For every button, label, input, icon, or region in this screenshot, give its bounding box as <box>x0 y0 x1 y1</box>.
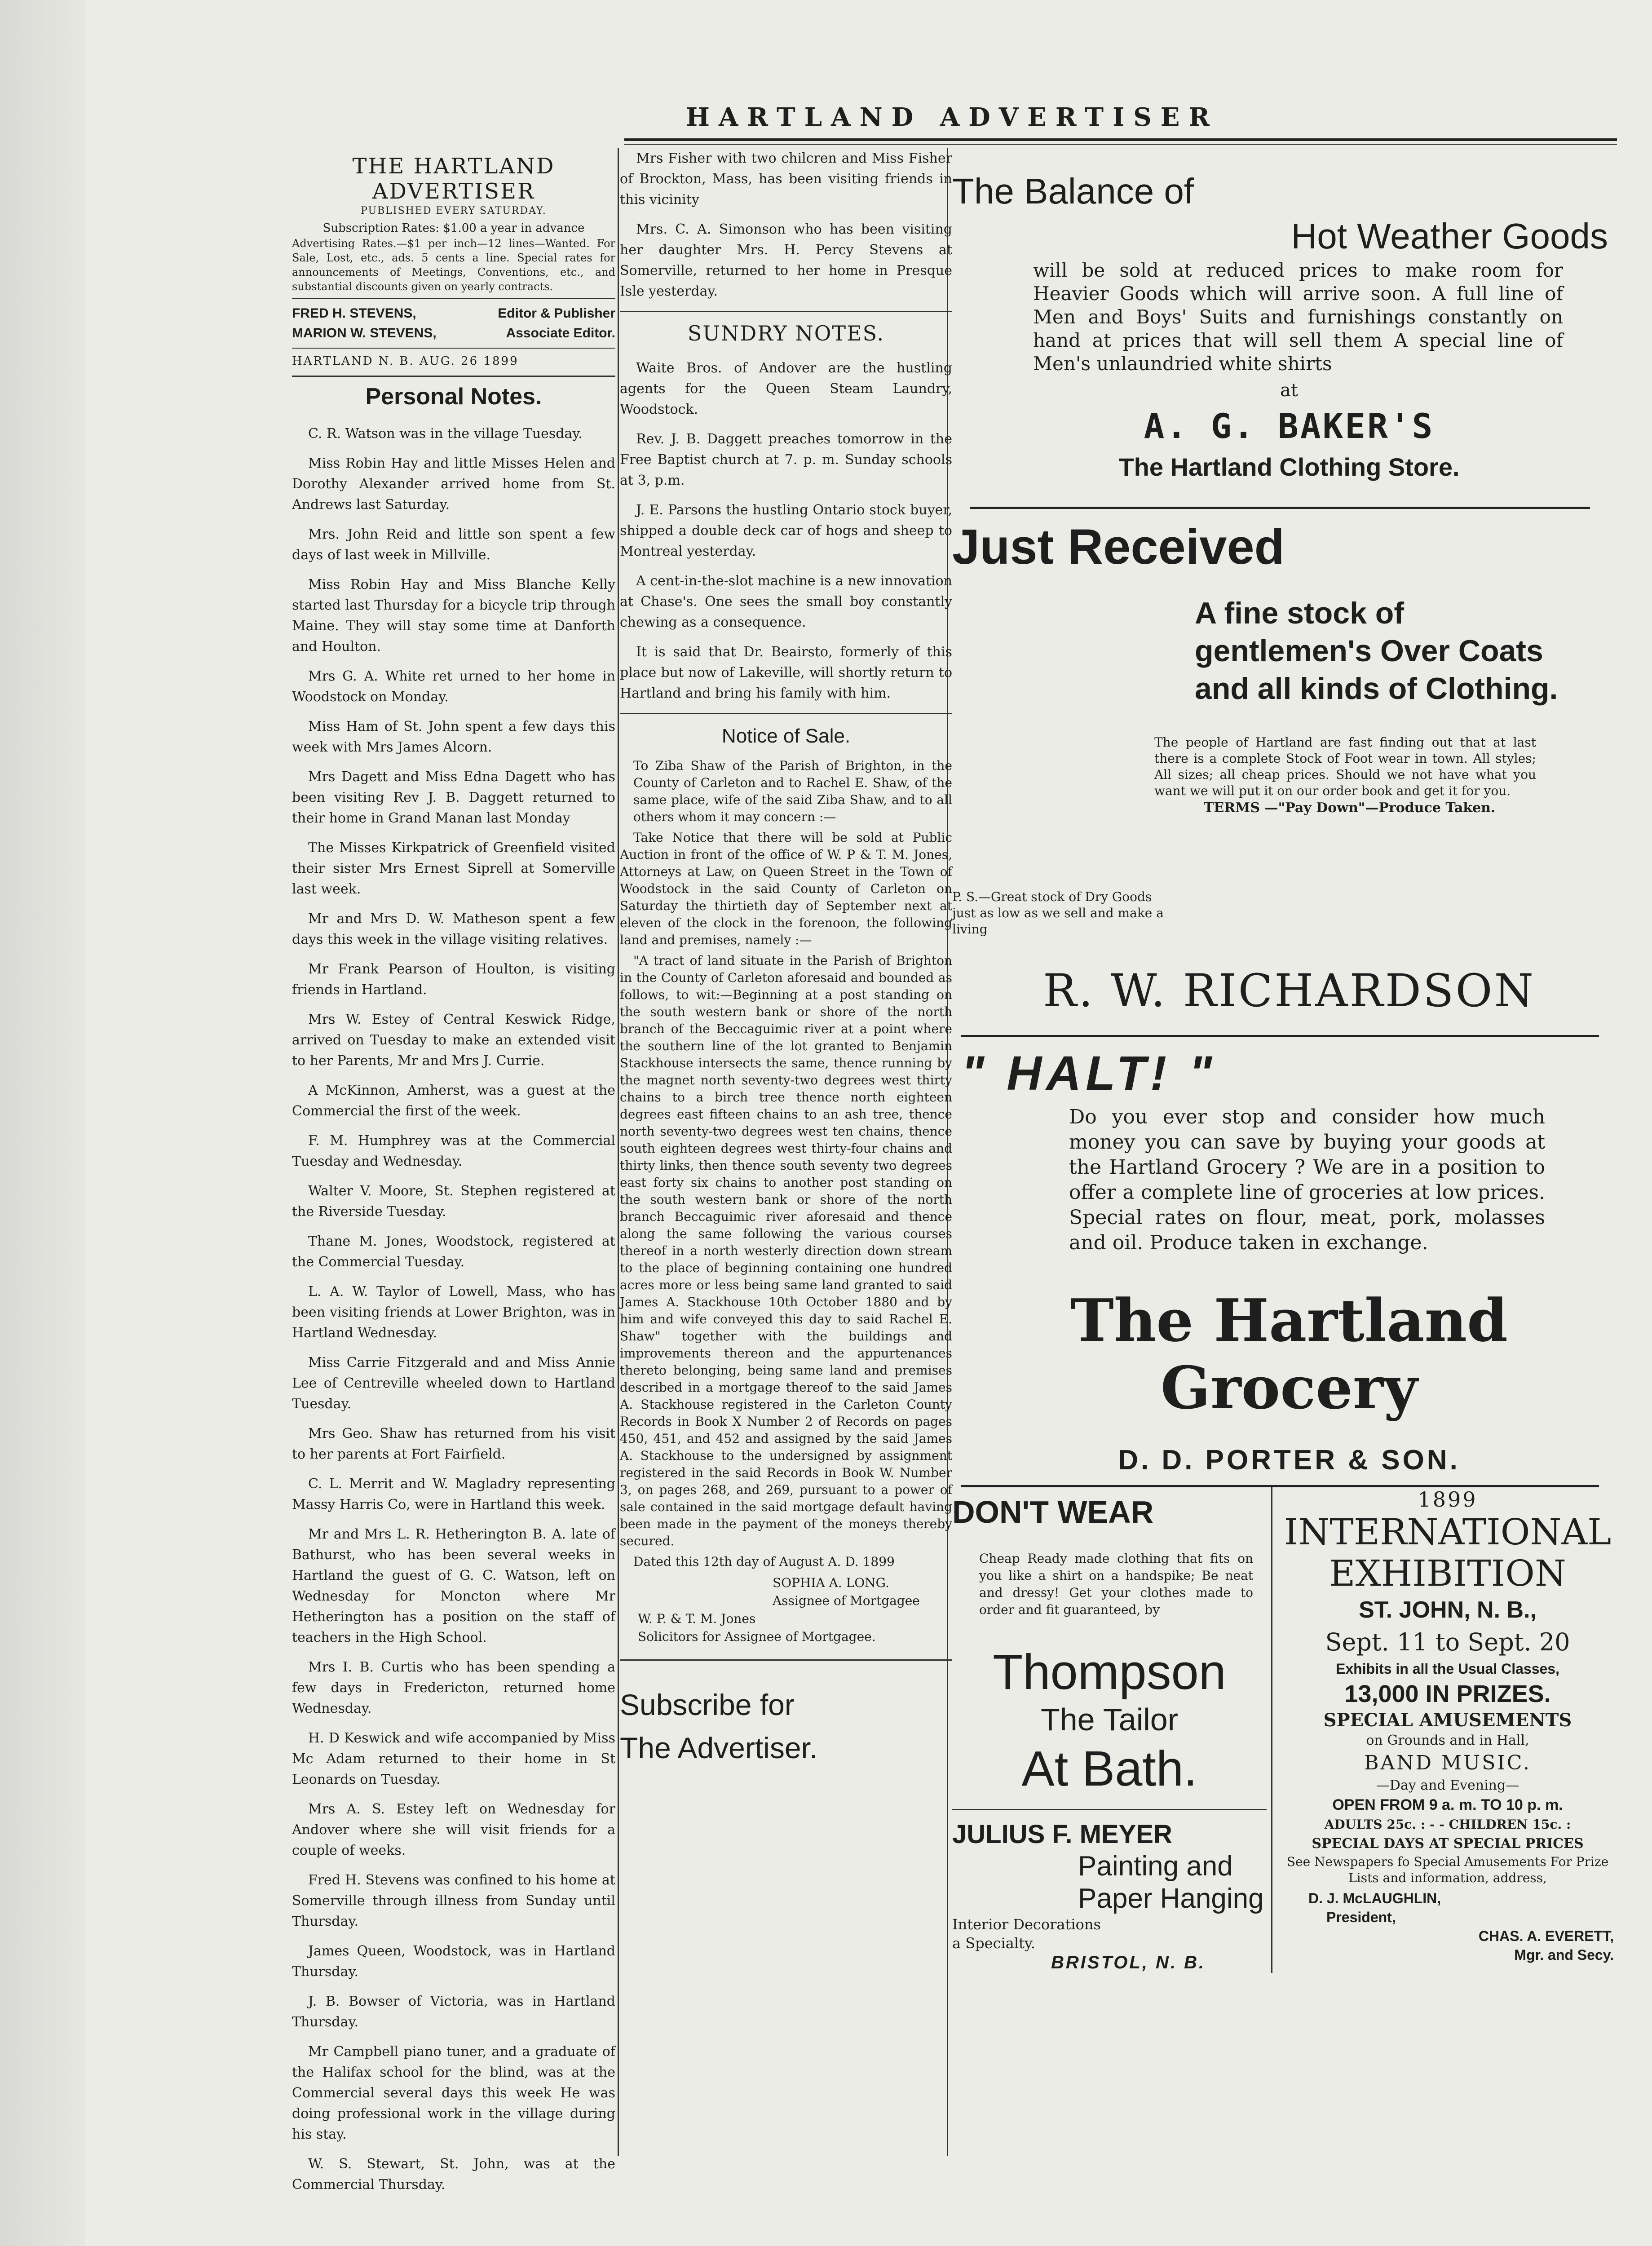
thompson-ad <box>952 1492 1267 1798</box>
personal-note: J. B. Bowser of Victoria, was in Hartland Thursday. <box>292 1994 615 2030</box>
notice-sig-3: W. P. & T. M. Jones <box>638 1611 756 1626</box>
column-2 <box>620 148 952 1769</box>
exhibition-open: OPEN FROM 9 a. m. TO 10 p. m. <box>1332 1796 1563 1813</box>
col2-note: Mrs Fisher with two chilcren and Miss Fisher of Brockton, Mass, has been visiting friends in this vicinity <box>620 150 952 208</box>
personal-note: Mrs G. A. White ret urned to her home in Woodstock on Monday. <box>292 668 615 705</box>
grocery-name: The Hartland Grocery <box>1070 1286 1508 1422</box>
richardson-sub: A fine stock of gentlemen's Over Coats and all kinds of Clothing. <box>1195 596 1558 706</box>
notice-dated: Dated this 12th day of August A. D. 1899 <box>633 1554 895 1569</box>
personal-note: James Queen, Woodstock, was in Hartland Thursday. <box>292 1943 615 1980</box>
meyer-town: BRISTOL, N. B. <box>1051 1953 1206 1972</box>
exhibition-band: BAND MUSIC. <box>1364 1751 1531 1774</box>
personal-note: Mrs Dagett and Miss Edna Dagett who has been visiting Rev J. B. Daggett returned to their home in Grand Manan last Monday <box>292 769 615 826</box>
personal-note: Mrs A. S. Estey left on Wednesday for Andover where she will visit friends for a couple of weeks. <box>292 1801 615 1858</box>
notice-sig-2: Assignee of Mortgagee <box>773 1593 920 1608</box>
sundry-note: Rev. J. B. Daggett preaches tomorrow in the Free Baptist church at 7. p. m. Sunday schools at 3, p.m. <box>620 431 952 488</box>
notice-heading: Notice of Sale. <box>721 725 851 747</box>
personal-note: Walter V. Moore, St. Stephen registered at the Riverside Tuesday. <box>292 1183 615 1220</box>
exhibition-secy: CHAS. A. EVERETT, <box>1478 1928 1614 1944</box>
baker-ad <box>952 169 1626 482</box>
personal-note: Miss Robin Hay and little Misses Helen and Dorothy Alexander arrived home from St. Andrews last Saturday. <box>292 455 615 513</box>
personal-note: Miss Ham of St. John spent a few days this week with Mrs James Alcorn. <box>292 719 615 755</box>
dateline: HARTLAND N. B. AUG. 26 1899 <box>292 354 519 368</box>
baker-body: will be sold at reduced prices to make room for Heavier Goods which will arrive soon. A full line of Men and Boys' Suits and furnishings constantly on hand at prices that will sell them A special line of Men's unlaundried white shirts <box>1033 259 1563 375</box>
exhibition-dates: Sept. 11 to Sept. 20 <box>1325 1628 1570 1656</box>
personal-note: L. A. W. Taylor of Lowell, Mass, who has been visiting friends at Lower Brighton, was in Hartland Wednesday. <box>292 1284 615 1341</box>
published-line: PUBLISHED EVERY SATURDAY. <box>361 205 547 217</box>
exhibition-ad <box>1272 1487 1614 1973</box>
meyer-extra-2: a Specialty. <box>952 1935 1035 1952</box>
personal-notes-list <box>292 424 615 2195</box>
exhibition-day: —Day and Evening— <box>1376 1777 1519 1793</box>
bottom-ads <box>952 1487 1626 1973</box>
grocery-ad <box>952 1046 1626 1476</box>
subscribe-ad <box>620 1683 952 1769</box>
personal-note: Mr and Mrs L. R. Hetherington B. A. late of Bathurst, who has been several weeks in Hartland the guest of G. C. Watson, left on Wednesday for Moncton where Mr Hetherington has a position on the staff of teachers in the High School. <box>292 1526 615 1645</box>
masthead: HARTLAND ADVERTISER <box>686 102 1219 132</box>
richardson-name: R. W. RICHARDSON <box>1043 964 1535 1017</box>
richardson-body: The people of Hartland are fast finding out that at last there is a complete Stock of Foot wear in town. All styles; All sizes; all cheap prices. Should we not have what you want we will put it on our order book and get it for you. <box>1154 735 1536 798</box>
subscribe-line-2: The Advertiser. <box>620 1731 818 1764</box>
sundry-note: Waite Bros. of Andover are the hustling agents for the Queen Steam Laundry, Woodstock. <box>620 360 952 417</box>
sundry-note: It is said that Dr. Beairsto, formerly of this place but now of Lakeville, will shortly return to Hartland and bring his family with him. <box>620 644 952 701</box>
personal-note: Mrs Geo. Shaw has returned from his visit to her parents at Fort Fairfield. <box>292 1426 615 1462</box>
meyer-ad <box>952 1819 1267 1973</box>
exhibition-pres-role: President, <box>1326 1909 1396 1925</box>
sundry-note: A cent-in-the-slot machine is a new innovation at Chase's. One sees the small boy constantly chewing as a consequence. <box>620 573 952 630</box>
exhibition-special: SPECIAL AMUSEMENTS <box>1323 1710 1572 1731</box>
masthead-rule <box>624 138 1617 141</box>
meyer-line-2: Paper Hanging <box>1078 1883 1264 1914</box>
baker-head-1: The Balance of <box>952 171 1194 211</box>
masthead-rule-thin <box>624 144 1617 145</box>
personal-note: Mrs I. B. Curtis who has been spending a few days in Fredericton, returned home Wednesday. <box>292 1659 615 1716</box>
exhibition-year: 1899 <box>1418 1487 1478 1512</box>
exhibition-city: ST. JOHN, N. B., <box>1359 1597 1537 1623</box>
exhibition-days: SPECIAL DAYS AT SPECIAL PRICES <box>1312 1836 1584 1852</box>
sundry-notes-heading: SUNDRY NOTES. <box>687 321 885 345</box>
baker-name: A. G. BAKER'S <box>1144 406 1435 446</box>
personal-note: Miss Robin Hay and Miss Blanche Kelly started last Thursday for a bicycle trip through Maine. They will stay some time at Danforth and Houlton. <box>292 577 615 654</box>
meyer-extra-1: Interior Decorations <box>952 1916 1101 1933</box>
thompson-name: Thompson <box>993 1645 1226 1700</box>
subscription-rates: Subscription Rates: $1.00 a year in advance <box>322 221 585 235</box>
meyer-line-1: Painting and <box>1078 1851 1233 1882</box>
personal-note: A McKinnon, Amherst, was a guest at the Commercial the first of the week. <box>292 1083 615 1119</box>
personal-note: Mr Campbell piano tuner, and a graduate of the Halifax school for the blind, was at the Commercial several days this week He was doing professional work in the village during his stay. <box>292 2044 615 2142</box>
thompson-body: Cheap Ready made clothing that fits on you like a shirt on a handspike; Be neat and dressy! Get your clothes made to order and fit guaranteed, by <box>979 1551 1253 1617</box>
notice-sig-4: Solicitors for Assignee of Mortgagee. <box>638 1629 876 1644</box>
column-1 <box>292 148 615 2204</box>
notice-sig-1: SOPHIA A. LONG. <box>773 1575 889 1590</box>
column-3-ads <box>952 148 1626 1973</box>
richardson-ad <box>952 518 1626 1017</box>
sundry-note: J. E. Parsons the hustling Ontario stock buyer, shipped a double deck car of hogs and sheep to Montreal yesterday. <box>620 502 952 559</box>
exhibition-adults: ADULTS 25c. : - - CHILDREN 15c. : <box>1324 1817 1571 1832</box>
thompson-head: DON'T WEAR <box>952 1494 1154 1530</box>
notice-address: To Ziba Shaw of the Parish of Brighton, in the County of Carleton and to Rachel E. Shaw, of the same place, wife of the said Ziba Shaw, and to all others whom it may concern :— <box>633 758 952 824</box>
meyer-name: JULIUS F. MEYER <box>952 1820 1172 1849</box>
personal-note: Fred H. Stevens was confined to his home at Somerville through illness from Sunday until Thursday. <box>292 1872 615 1929</box>
assoc-name: MARION W. STEVENS, <box>292 326 437 340</box>
col2-note: Mrs. C. A. Simonson who has been visiting her daughter Mrs. H. Percy Stevens at Somerville, returned to her home in Presque Isle yesterday. <box>620 221 952 299</box>
column-divider-1 <box>618 148 619 2156</box>
personal-note: The Misses Kirkpatrick of Greenfield visited their sister Mrs Ernest Siprell at Somerville last week. <box>292 840 615 897</box>
exhibition-pres: D. J. McLAUGHLIN, <box>1308 1890 1441 1906</box>
assoc-role: Associate Editor. <box>506 326 615 340</box>
editor-role: Editor & Publisher <box>498 306 615 321</box>
personal-note: Mrs. John Reid and little son spent a few days of last week in Millville. <box>292 526 615 563</box>
halt-head: " HALT! " <box>961 1046 1217 1100</box>
personal-note: Miss Carrie Fitzgerald and and Miss Annie Lee of Centreville wheeled down to Hartland Tuesday. <box>292 1355 615 1412</box>
personal-note: Mrs W. Estey of Central Keswick Ridge, arrived on Tuesday to make an extended visit to her Parents, Mr and Mrs J. Currie. <box>292 1012 615 1069</box>
baker-head-2: Hot Weather Goods <box>1291 216 1608 256</box>
paper-name: THE HARTLAND ADVERTISER <box>352 154 555 204</box>
exhibition-secy-role: Mgr. and Secy. <box>1514 1947 1614 1963</box>
exhibition-prizes: 13,000 IN PRIZES. <box>1344 1680 1551 1707</box>
baker-at: at <box>1280 380 1298 401</box>
personal-note: C. R. Watson was in the village Tuesday. <box>308 426 583 442</box>
thompson-place: At Bath. <box>1021 1741 1197 1796</box>
notice-body <box>620 757 952 1646</box>
richardson-terms: TERMS —"Pay Down"—Produce Taken. <box>1204 800 1496 816</box>
grocery-owner: D. D. PORTER & SON. <box>1118 1445 1460 1476</box>
personal-note: C. L. Merrit and W. Magladry representing Massy Harris Co, were in Hartland this week. <box>292 1476 615 1512</box>
grocery-body: Do you ever stop and consider how much money you can save by buying your goods at the Hartland Grocery ? We are in a position to offer a complete line of groceries at low prices. Special rates on flour, meat, pork, molasses and oil. Produce taken in exchange. <box>1069 1105 1545 1254</box>
subscribe-line-1: Subscribe for <box>620 1688 795 1721</box>
personal-note: W. S. Stewart, St. John, was at the Commercial Thursday. <box>292 2156 615 2193</box>
editor-line <box>292 304 615 323</box>
personal-note: Mr and Mrs D. W. Matheson spent a few days this week in the village visiting relatives. <box>292 911 615 947</box>
personal-note: Thane M. Jones, Woodstock, registered at the Commercial Tuesday. <box>292 1234 615 1270</box>
exhibition-see: See Newspapers fo Special Amusements For Prize Lists and information, address, <box>1286 1854 1609 1885</box>
notice-paragraph: "A tract of land situate in the Parish of Brighton in the County of Carleton aforesaid and bounded as follows, to wit:—Beginning at a post standing on the south western bank or shore of the north branch of the Beccaguimic river at a point where the southern line of the lot granted to Benjamin Stackhouse intersects the same, thence running by the magnet north seventy-two degrees west thirty chains to a birch tree thence north eighteen degrees east fifteen chains to an ash tree, thence north seventy-two degrees west ten chains, thence south eighteen degrees west thirty-four chains and thirty links, then thence south seventy two degrees east forty six chains to another post standing on the south western bank or shore of the north branch Beccaguimic river aforesaid and thence along the same following the various courses thereof in a north westerly direction down stream to the place of beginning containing one hundred acres more or less being same land granted to said James A. Stackhouse 10th October 1880 and by him and wife conveyed this day to said Rachel E. Shaw" together with the buildings and improvements thereon and the appurtenances thereto belonging, being same land and premises described in a mortgage thereof to the said James A. Stackhouse registered in the Carleton County Records in Book X Number 2 of Records on pages 450, 451, and 452 and assigned by the said James A. Stackhouse to the undersigned by assignment registered in the said Records in Book W. Number 3, on pages 268, and 269, pursuant to a power of sale contained in the said mortgage default having been made in the payment of the moneys thereby secured. <box>620 953 952 1548</box>
exhibition-grounds: on Grounds and in Hall, <box>1366 1733 1529 1748</box>
exhibition-classes: Exhibits in all the Usual Classes, <box>1336 1661 1559 1677</box>
left-bottom-ads <box>952 1487 1272 1973</box>
personal-note: H. D Keswick and wife accompanied by Miss Mc Adam returned to their home in St Leonards on Tuesday. <box>292 1730 615 1787</box>
editor-name: FRED H. STEVENS, <box>292 306 416 321</box>
personal-notes-heading: Personal Notes. <box>365 384 542 410</box>
notice-paragraph: Take Notice that there will be sold at Public Auction in front of the office of W. P & T. M. Jones, Attorneys at Law, on Queen Street in the Town of Woodstock in the said County of Carleton on Saturday the thirtieth day of September next at eleven of the clock in the forenoon, the following land and premises, namely :— <box>620 830 952 947</box>
exhibition-title-1: INTERNATIONAL <box>1284 1511 1612 1553</box>
advertising-rates: Advertising Rates.—$1 per inch—12 lines—Wanted. For Sale, Lost, etc., ads. 5 cents a line. Special rates for announcements of Meetings, Conventions, etc., and substantial discounts given on yearly contracts. <box>292 237 615 293</box>
thompson-tailor: The Tailor <box>1040 1702 1179 1737</box>
richardson-ps: P. S.—Great stock of Dry Goods just as low as we sell and make a living <box>952 889 1164 937</box>
assoc-line <box>292 323 615 343</box>
richardson-head: Just Received <box>952 519 1285 575</box>
baker-store: The Hartland Clothing Store. <box>1118 453 1460 481</box>
personal-note: F. M. Humphrey was at the Commercial Tuesday and Wednesday. <box>292 1133 615 1169</box>
exhibition-title-2: EXHIBITION <box>1329 1552 1566 1594</box>
personal-note: Mr Frank Pearson of Houlton, is visiting friends in Hartland. <box>292 961 615 998</box>
page-edge <box>0 0 85 2246</box>
